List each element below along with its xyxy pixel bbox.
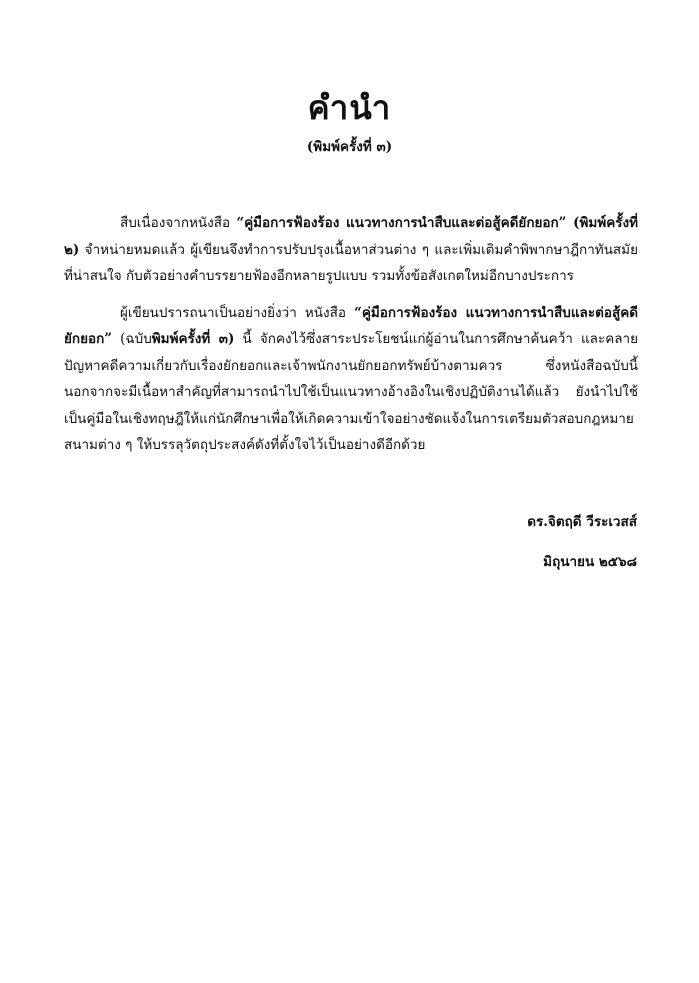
author-signature: ดร.จิตฤดี วีระเวสส์: [527, 514, 637, 530]
signature-date: มิถุนายน ๒๕๖๘: [543, 554, 637, 570]
paragraph-2-book-title: “คู่มือการฟ้องร้อง แนวทางการนำสืบและต่อสู้คดียักยอก”: [64, 304, 638, 347]
page-title: คำนำ: [307, 88, 392, 127]
paragraph-1-book-title: “คู่มือการฟ้องร้อง แนวทางการนำสืบและต่อสู้คดียักยอก” (พิมพ์ครั้งที่ ๒): [64, 215, 638, 258]
paragraph-2-rest: นี้ จักคงไว้ซึ่งสาระประโยชน์แก่ผู้อ่านในการศึกษาค้นคว้า และคลายปัญหาคดีความเกี่ยวกับเรื่องยักยอกและเจ้าพนักงานยักยอกทรัพย์บ้างตามควร ซึ่งหนังสือฉบับนี้นอกจากจะมีเนื้อหาสำคัญที่สามารถนำไปใช้เป็นแนวทางอ้างอิงในเชิงปฏิบัติงานได้แล้ว ยังนำไปใช้เป็นคู่มือในเชิงทฤษฎีให้แก่นักศึกษาเพื่อให้เกิดความเข้าใจอย่างชัดแจ้งในการเตรียมตัวสอบกฎหมายสนามต่าง ๆ ให้บรรลุวัตถุประสงค์ดังที่ตั้งใจไว้เป็นอย่างดีอีกด้วย: [64, 331, 638, 453]
paragraph-2-lead: ผู้เขียนปรารถนาเป็นอย่างยิ่งว่า หนังสือ: [120, 304, 355, 321]
paragraph-2: [64, 300, 638, 459]
paragraph-1: [64, 210, 638, 290]
edition-subtitle: (พิมพ์ครั้งที่ ๓): [306, 139, 393, 155]
paragraph-2-edition: พิมพ์ครั้งที่ ๓): [151, 331, 235, 347]
paragraph-1-lead: สืบเนื่องจากหนังสือ: [120, 215, 237, 231]
paragraph-2-middle: (ฉบับ: [112, 331, 152, 347]
preface-body: [64, 210, 638, 459]
paragraph-1-rest: จำหน่ายหมดแล้ว ผู้เขียนจึงทำการปรับปรุงเนื้อหาส่วนต่าง ๆ และเพิ่มเติมคำพิพากษาฎีกาทันสมัยที่น่าสนใจ กับตัวอย่างคำบรรยายฟ้องอีกหลายรูปแบบ รวมทั้งข้อสังเกตใหม่อีกบางประการ: [64, 241, 638, 284]
